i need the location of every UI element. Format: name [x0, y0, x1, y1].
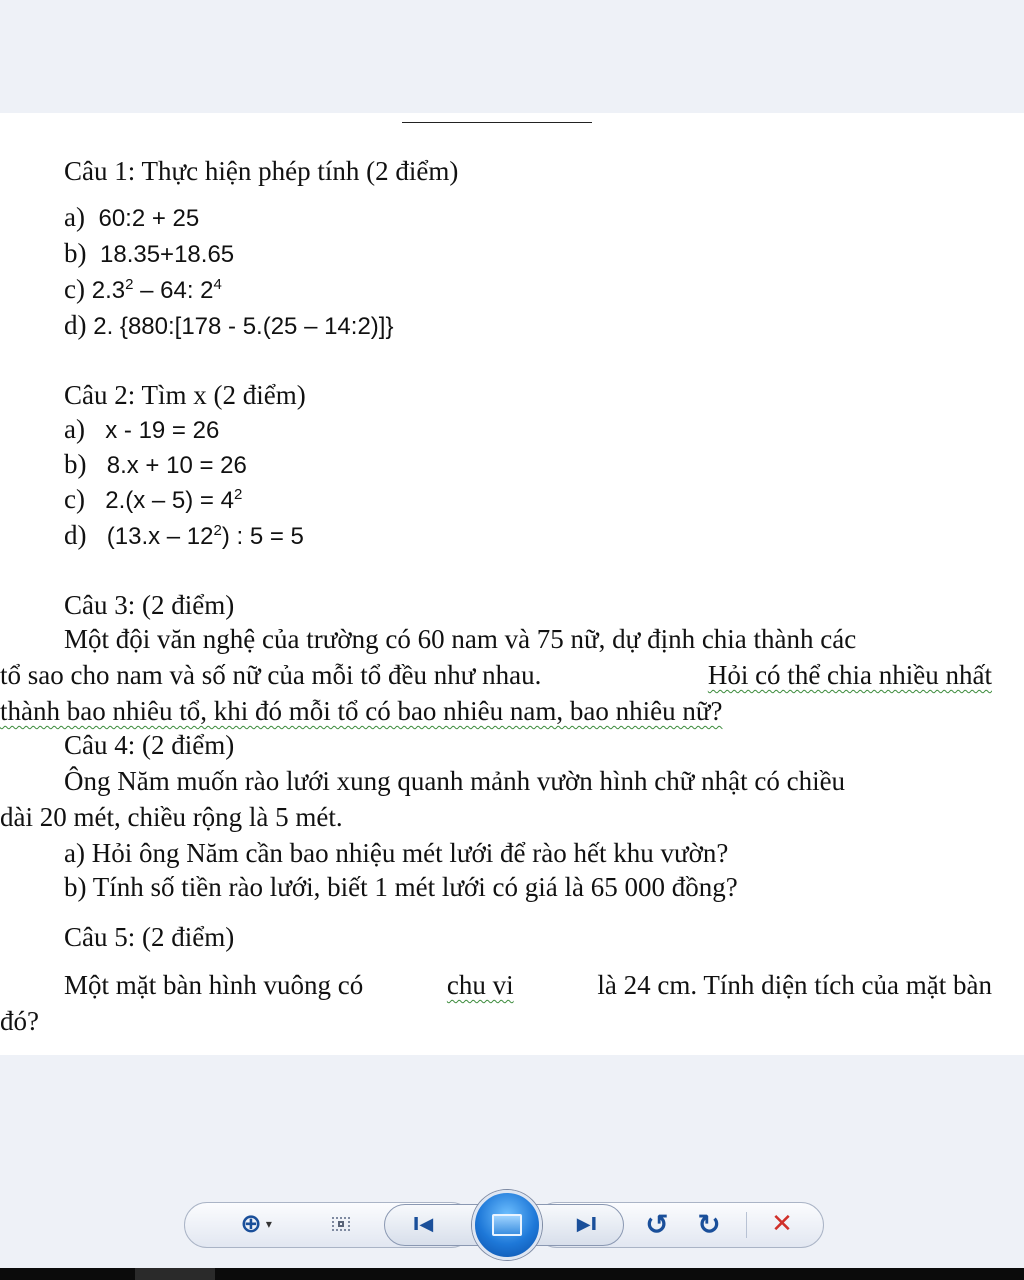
bottom-strip — [0, 1268, 1024, 1280]
delete-button[interactable] — [764, 1209, 800, 1239]
delete-icon: ✕ — [771, 1209, 793, 1239]
bottom-strip-segment — [135, 1268, 215, 1280]
toolbar-separator — [746, 1212, 747, 1238]
rotate-clockwise-icon: ↻ — [697, 1207, 721, 1241]
q3-line-2: tổ sao cho nam và số nữ của mỗi tổ đều như nhau. Hỏi có thể chia nhiều nhất — [0, 660, 992, 690]
q3-title: Câu 3: (2 điểm) — [64, 590, 235, 620]
q4-line-2: dài 20 mét, chiều rộng là 5 mét. — [0, 802, 343, 832]
actual-size-icon — [332, 1217, 350, 1231]
slideshow-icon — [492, 1214, 522, 1236]
previous-button[interactable] — [398, 1209, 448, 1239]
q2-title: Câu 2: Tìm x (2 điểm) — [64, 380, 306, 410]
q1-title: Câu 1: Thực hiện phép tính (2 điểm) — [64, 156, 459, 186]
slideshow-button[interactable] — [472, 1190, 542, 1260]
rotate-clockwise-button[interactable] — [692, 1209, 726, 1239]
q4-line-1: Ông Năm muốn rào lưới xung quanh mảnh vườn hình chữ nhật có chiều — [64, 766, 846, 796]
q4-item-a: a) Hỏi ông Năm cần bao nhiệu mét lưới để rào hết khu vườn? — [64, 838, 729, 868]
zoom-button[interactable] — [228, 1209, 284, 1239]
next-button[interactable] — [562, 1209, 612, 1239]
q1-item-b: b) 18.35+18.65 — [64, 238, 235, 268]
q1-item-c: c) $2.3^2 - 64$: $2^4$ — [64, 274, 222, 304]
q1-item-a: a) 60:2 + 25 — [64, 202, 200, 232]
q3-line-3: thành bao nhiêu tổ, khi đó mỗi tổ có bao nhiêu nam, bao nhiêu nữ? — [0, 696, 723, 726]
q4-item-b: b) Tính số tiền rào lưới, biết 1 mét lưới có giá là 65 000 đồng? — [64, 872, 738, 902]
q2-item-b: b) 8.x + 10 = 26 — [64, 449, 247, 479]
q4-title: Câu 4: (2 điểm) — [64, 730, 235, 760]
q2-item-a: a) x - 19 = 26 — [64, 414, 220, 444]
zoom-in-icon: ⊕ — [240, 1209, 262, 1239]
q5-line-2: đó? — [0, 1006, 39, 1036]
q5-line-1: Một mặt bàn hình vuông có chu vi là 24 cm. Tính diện tích của mặt bàn — [64, 970, 992, 1000]
q2-item-d: d) $(13.x - 12^2)$ : 5 = 5 — [64, 520, 304, 550]
rotate-counterclockwise-icon: ↺ — [645, 1207, 669, 1241]
q3-line-1: Một đội văn nghệ của trường có 60 nam và 75 nữ, dự định chia thành các — [64, 624, 857, 654]
document-page — [0, 113, 1024, 1055]
viewer-toolbar — [184, 1200, 824, 1250]
header-rule — [402, 122, 592, 123]
chevron-down-icon: ▾ — [265, 1217, 272, 1231]
q2-item-c: c) $2.(x - 5) = 4^2$ — [64, 484, 243, 514]
q1-item-d: d) 2. {880:[178 - 5.(25 – 14:2)]} — [64, 310, 394, 340]
rotate-counterclockwise-button[interactable] — [640, 1209, 674, 1239]
next-icon: ▶I — [576, 1213, 598, 1235]
q5-title: Câu 5: (2 điểm) — [64, 922, 235, 952]
previous-icon: I◀ — [412, 1213, 434, 1235]
actual-size-button[interactable] — [324, 1209, 358, 1239]
